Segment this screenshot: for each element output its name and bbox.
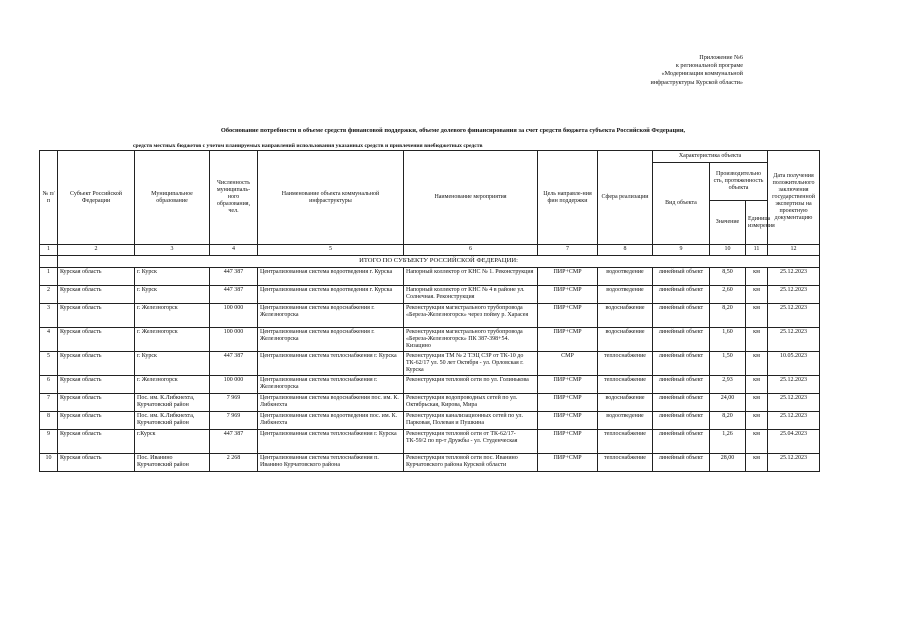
object-cell: Централизованная система теплоснабжения п. Иванино Курчатовского района <box>258 454 404 472</box>
row-number: 1 <box>40 268 58 286</box>
header-capacity: Производительно сть, протяженность объекта <box>710 163 768 201</box>
header-value: Значение <box>710 201 746 245</box>
column-number: 3 <box>135 245 210 256</box>
row-number: 10 <box>40 454 58 472</box>
object-type-cell: линейный объект <box>653 286 710 304</box>
header-goal: Цель направле-ния фин поддержки <box>538 151 598 245</box>
population-cell: 7 969 <box>210 412 258 430</box>
population-cell: 447 387 <box>210 286 258 304</box>
municipality-cell: г. Железногорск <box>135 376 210 394</box>
date-cell: 25.12.2023 <box>768 328 820 352</box>
goal-cell: ПИР+СМР <box>538 412 598 430</box>
table-row <box>40 454 820 472</box>
subject-cell: Курская область <box>58 430 135 454</box>
total-row <box>40 256 820 268</box>
unit-cell: км <box>746 454 768 472</box>
value-cell: 8,20 <box>710 304 746 328</box>
document-subtitle: средств местных бюджетов с учетом планируемых направлений использования указанных средств и привлечения внебюджетных средств <box>133 143 483 149</box>
annex-line: Приложение №6 <box>699 54 743 61</box>
header-sphere: Сфера реализации <box>598 151 653 245</box>
column-number: 5 <box>258 245 404 256</box>
header-num: № п/п <box>40 151 58 245</box>
object-cell: Централизованная система теплоснабжения г. Железногорска <box>258 376 404 394</box>
object-cell: Централизованная система теплоснабжения г. Курска <box>258 352 404 376</box>
sphere-cell: водоотведение <box>598 412 653 430</box>
goal-cell: ПИР+СМР <box>538 394 598 412</box>
header-population: Численность муниципаль-ного образования, чел. <box>210 151 258 245</box>
date-cell: 25.04.2023 <box>768 430 820 454</box>
column-number: 7 <box>538 245 598 256</box>
object-cell: Централизованная система водоснабжения г. Железногорска <box>258 328 404 352</box>
subject-cell: Курская область <box>58 394 135 412</box>
municipality-cell: г. Курск <box>135 268 210 286</box>
column-number: 11 <box>746 245 768 256</box>
population-cell: 2 268 <box>210 454 258 472</box>
object-cell: Централизованная система теплоснабжения г. Курска <box>258 430 404 454</box>
municipality-cell: Пос. Иванино Курчатовский район <box>135 454 210 472</box>
object-type-cell: линейный объект <box>653 394 710 412</box>
header-date: Дата получения положительного заключения государственной экспертизы на проектную документацию <box>768 151 820 245</box>
object-type-cell: линейный объект <box>653 304 710 328</box>
object-type-cell: линейный объект <box>653 412 710 430</box>
unit-cell: км <box>746 430 768 454</box>
document-title: Обоснование потребности в объеме средств финансовой поддержки, объеме долевого финансирования за счет средств бюджета субъекта Российской Федерации, <box>220 127 686 134</box>
table-row <box>40 412 820 430</box>
date-cell: 25.12.2023 <box>768 394 820 412</box>
object-cell: Централизованная система водоотведения г. Курска <box>258 286 404 304</box>
row-number: 5 <box>40 352 58 376</box>
subject-cell: Курская область <box>58 328 135 352</box>
sphere-cell: теплоснабжение <box>598 352 653 376</box>
date-cell: 25.12.2023 <box>768 376 820 394</box>
municipality-cell: г. Курск <box>135 352 210 376</box>
municipality-cell: г. Железногорск <box>135 304 210 328</box>
subject-cell: Курская область <box>58 454 135 472</box>
population-cell: 447 387 <box>210 430 258 454</box>
column-number: 6 <box>404 245 538 256</box>
unit-cell: км <box>746 286 768 304</box>
sphere-cell: теплоснабжение <box>598 454 653 472</box>
date-cell: 25.12.2023 <box>768 304 820 328</box>
object-type-cell: линейный объект <box>653 430 710 454</box>
object-type-cell: линейный объект <box>653 376 710 394</box>
measure-cell: Реконструкция магистрального трубопровода «Береза-Железногорск» ПК 387-398+54. Кизацино <box>404 328 538 352</box>
population-cell: 100 000 <box>210 304 258 328</box>
funding-table <box>39 150 820 472</box>
row-number: 7 <box>40 394 58 412</box>
measure-cell: Реконструкция тепловой сети от ТК-62/17-ТК-59/2 по пр-т Дружбы - ул. Студенческая <box>404 430 538 454</box>
measure-cell: Реконструкция водопроводных сетей по ул. Октябрьская, Кирова, Мира <box>404 394 538 412</box>
header-object-type: Вид объекта <box>653 163 710 245</box>
goal-cell: ПИР+СМР <box>538 454 598 472</box>
object-type-cell: линейный объект <box>653 352 710 376</box>
measure-cell: Реконструкция тепловой сети по ул. Голинькова <box>404 376 538 394</box>
date-cell: 25.12.2023 <box>768 454 820 472</box>
column-number: 12 <box>768 245 820 256</box>
object-type-cell: линейный объект <box>653 328 710 352</box>
population-cell: 447 387 <box>210 268 258 286</box>
row-number: 4 <box>40 328 58 352</box>
header-municipality: Муниципальное образование <box>135 151 210 245</box>
column-number: 2 <box>58 245 135 256</box>
table-row <box>40 328 820 352</box>
goal-cell: ПИР+СМР <box>538 328 598 352</box>
table-row <box>40 304 820 328</box>
value-cell: 8,50 <box>710 268 746 286</box>
population-cell: 100 000 <box>210 376 258 394</box>
value-cell: 28,00 <box>710 454 746 472</box>
value-cell: 1,60 <box>710 328 746 352</box>
municipality-cell: Пос. им. К.Либкнехта, Курчатовский район <box>135 412 210 430</box>
sphere-cell: водоотведение <box>598 286 653 304</box>
value-cell: 2,60 <box>710 286 746 304</box>
population-cell: 7 969 <box>210 394 258 412</box>
column-number: 10 <box>710 245 746 256</box>
goal-cell: ПИР+СМР <box>538 430 598 454</box>
unit-cell: км <box>746 376 768 394</box>
subject-cell: Курская область <box>58 286 135 304</box>
annex-heading <box>593 54 743 87</box>
municipality-cell: г. Железногорск <box>135 328 210 352</box>
sphere-cell: водоснабжение <box>598 304 653 328</box>
goal-cell: СМР <box>538 352 598 376</box>
value-cell: 1,50 <box>710 352 746 376</box>
municipality-cell: г. Курск <box>135 286 210 304</box>
header-characteristics: Характеристика объекта <box>653 151 768 163</box>
unit-cell: км <box>746 268 768 286</box>
object-type-cell: линейный объект <box>653 454 710 472</box>
subject-cell: Курская область <box>58 268 135 286</box>
header-unit: Единица измерения <box>746 201 768 245</box>
value-cell: 8,20 <box>710 412 746 430</box>
total-label: ИТОГО ПО СУБЪЕКТУ РОССИЙСКОЙ ФЕДЕРАЦИИ: <box>58 256 820 268</box>
column-number: 8 <box>598 245 653 256</box>
row-number: 8 <box>40 412 58 430</box>
date-cell: 25.12.2023 <box>768 412 820 430</box>
table-row <box>40 430 820 454</box>
object-cell: Централизованная система водоотведения г. Курска <box>258 268 404 286</box>
sphere-cell: водоснабжение <box>598 394 653 412</box>
measure-cell: Напорный коллектор от КНС № 1. Реконструкция <box>404 268 538 286</box>
annex-line: инфраструктуры Курской области» <box>650 78 743 86</box>
header-object-name: Наименование объекта коммунальной инфраструктуры <box>258 151 404 245</box>
goal-cell: ПИР+СМР <box>538 304 598 328</box>
population-cell: 447 387 <box>210 352 258 376</box>
annex-line: к региональной програме <box>675 62 743 70</box>
value-cell: 24,00 <box>710 394 746 412</box>
measure-cell: Напорный коллектор от КНС № 4 в районе ул. Солнечная. Реконструкция <box>404 286 538 304</box>
object-cell: Централизованная система водоотведения пос. им. К. Либкнехта <box>258 412 404 430</box>
object-cell: Централизованная система водоснабжения г. Железногорска <box>258 304 404 328</box>
municipality-cell: Пос. им. К.Либкнехта, Курчатовский район <box>135 394 210 412</box>
annex-line: «Модернизация коммунальной <box>661 70 743 78</box>
measure-cell: Реконструкция канализационных сетей по ул. Парковая, Полевая и Пушкина <box>404 412 538 430</box>
subject-cell: Курская область <box>58 304 135 328</box>
unit-cell: км <box>746 412 768 430</box>
table-row <box>40 352 820 376</box>
object-type-cell: линейный объект <box>653 268 710 286</box>
column-number: 9 <box>653 245 710 256</box>
table-row <box>40 376 820 394</box>
column-number-row <box>40 245 820 256</box>
row-number: 9 <box>40 430 58 454</box>
sphere-cell: теплоснабжение <box>598 376 653 394</box>
sphere-cell: теплоснабжение <box>598 430 653 454</box>
value-cell: 1,26 <box>710 430 746 454</box>
goal-cell: ПИР+СМР <box>538 376 598 394</box>
unit-cell: км <box>746 304 768 328</box>
column-number: 1 <box>40 245 58 256</box>
population-cell: 100 000 <box>210 328 258 352</box>
measure-cell: Реконструкция ТМ № 2 ТЭЦ СЗР от ТК-10 до ТК-62/17 ул. 50 лет Октября - ул. Орловская г. Курска <box>404 352 538 376</box>
subject-cell: Курская область <box>58 352 135 376</box>
measure-cell: Реконструкция тепловой сети пос. Иванино Курчатовского района Курской области <box>404 454 538 472</box>
sphere-cell: водоотведение <box>598 268 653 286</box>
unit-cell: км <box>746 352 768 376</box>
subject-cell: Курская область <box>58 376 135 394</box>
object-cell: Централизованная система водоснабжения пос. им. К. Либкнехта <box>258 394 404 412</box>
goal-cell: ПИР+СМР <box>538 286 598 304</box>
row-number: 6 <box>40 376 58 394</box>
sphere-cell: водоснабжение <box>598 328 653 352</box>
table-row <box>40 286 820 304</box>
date-cell: 25.12.2023 <box>768 268 820 286</box>
value-cell: 2,93 <box>710 376 746 394</box>
row-number: 2 <box>40 286 58 304</box>
measure-cell: Реконструкция магистрального трубопровода «Береза-Железногорск» через пойму р. Харасея <box>404 304 538 328</box>
header-subject: Субъект Российской Федерации <box>58 151 135 245</box>
unit-cell: км <box>746 394 768 412</box>
unit-cell: км <box>746 328 768 352</box>
row-number: 3 <box>40 304 58 328</box>
date-cell: 25.12.2023 <box>768 286 820 304</box>
table-row <box>40 394 820 412</box>
date-cell: 10.05.2023 <box>768 352 820 376</box>
header-measure: Наименование мероприятия <box>404 151 538 245</box>
subject-cell: Курская область <box>58 412 135 430</box>
column-number: 4 <box>210 245 258 256</box>
municipality-cell: г.Курск <box>135 430 210 454</box>
goal-cell: ПИР+СМР <box>538 268 598 286</box>
table-row <box>40 268 820 286</box>
